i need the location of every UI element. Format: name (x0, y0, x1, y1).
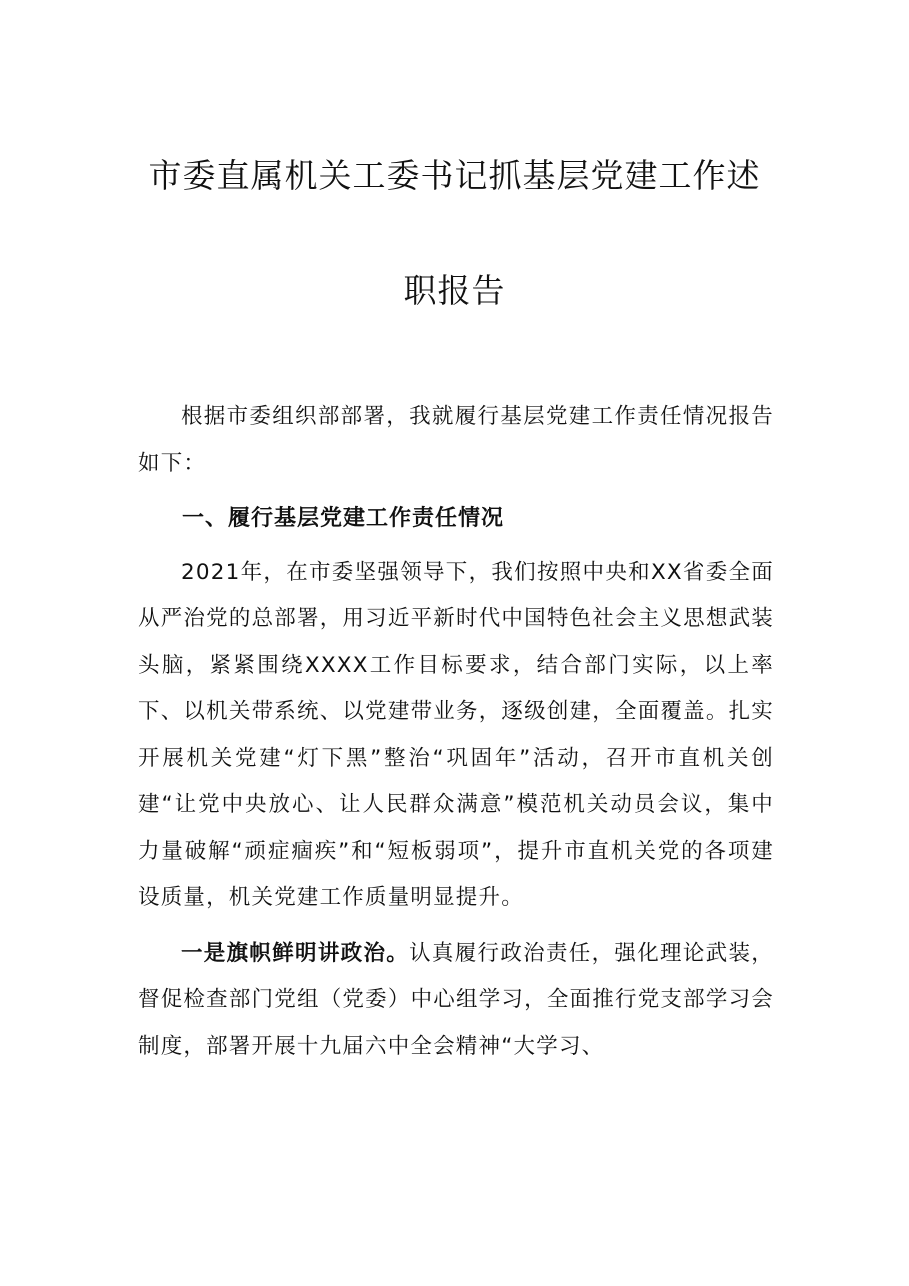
point-1-paragraph (138, 931, 774, 1071)
point-1-body: 认真履行政治责任，强化理论武装，督促检查部门党组（党委）中心组学习，全面推行党支部学习会制度，部署开展十九届六中全会精神“大学习、 (138, 940, 774, 1059)
section-1-paragraph: 2021年，在市委坚强领导下，我们按照中央和XX省委全面从严治党的总部署，用习近平新时代中国特色社会主义思想武装头脑，紧紧围绕XXXX工作目标要求，结合部门实际，以上率下、以机关带系统、以党建带业务，逐级创建，全面覆盖。扎实开展机关党建“灯下黑”整治“巩固年”活动，召开市直机关创建“让党中央放心、让人民群众满意”模范机关动员会议，集中力量破解“顽症痼疾”和“短板弱项”，提升市直机关党的各项建设质量，机关党建工作质量明显提升。 (138, 559, 774, 910)
document-title-line-2: 职报告 (403, 271, 506, 310)
document-title-line-1: 市委直属机关工委书记抓基层党建工作述 (148, 156, 761, 195)
document-body (138, 394, 774, 1070)
point-1-lead: 一是旗帜鲜明讲政治。 (181, 940, 410, 966)
intro-paragraph: 根据市委组织部部署，我就履行基层党建工作责任情况报告如下： (138, 404, 774, 476)
section-heading-1: 一、履行基层党建工作责任情况 (182, 506, 505, 531)
